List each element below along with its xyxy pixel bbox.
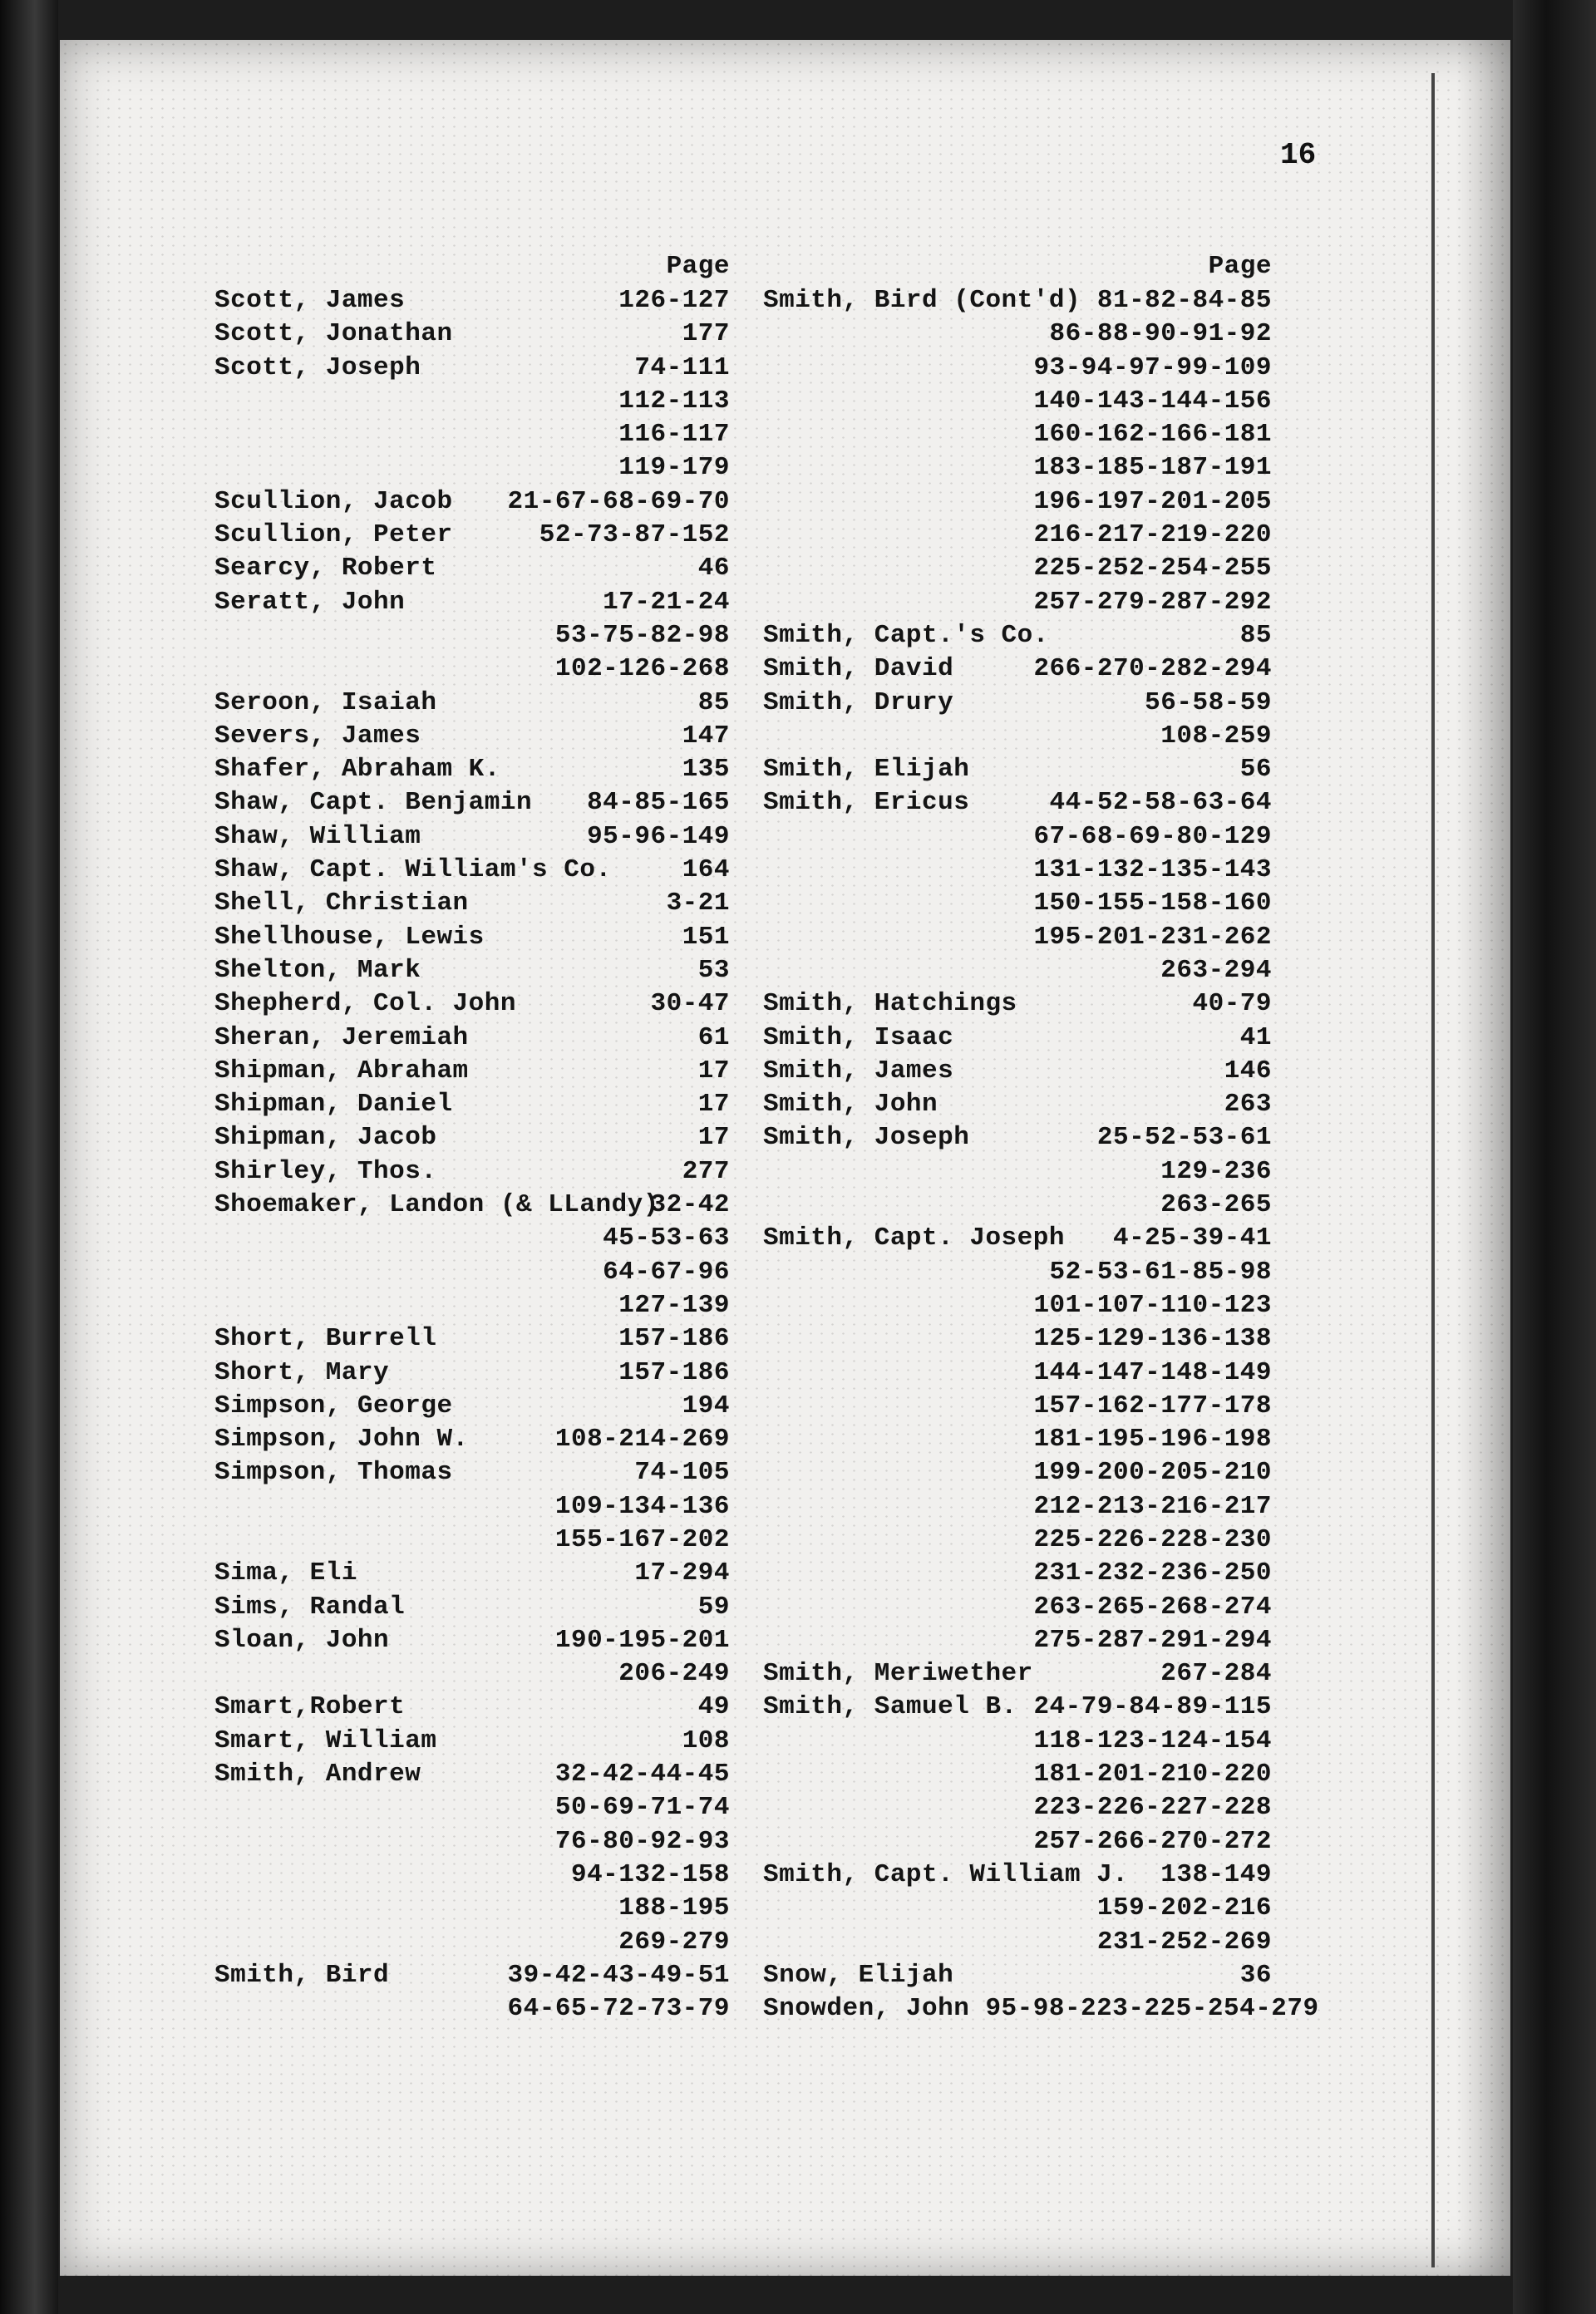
entry-name: Sima, Eli [214,1558,357,1588]
index-entries-right [763,284,1319,2026]
index-entry [763,284,1272,318]
index-entry [214,1456,730,1489]
index-entry [763,1725,1272,1758]
index-column-left [214,249,730,2026]
index-entry [763,1892,1272,1925]
entry-name: Smith, Joseph [763,1123,970,1153]
entry-pages: 32-42 [650,1190,730,1220]
index-entry [214,519,730,552]
entry-name: Smith, Elijah [763,755,970,785]
entry-pages: 277 [682,1156,730,1186]
entry-pages: 74-105 [634,1458,730,1488]
entry-pages: 183-185-187-191 [1033,453,1272,483]
entry-pages: 52-53-61-85-98 [1049,1257,1272,1287]
page-fold-shadow [1456,40,1510,2276]
entry-name: Searcy, Robert [214,554,437,583]
entry-name: Scullion, Jacob [214,486,453,516]
index-entry [214,1189,730,1222]
entry-pages: 267-284 [1160,1659,1272,1689]
entry-pages: 129-236 [1160,1156,1272,1186]
entry-pages: 159-202-216 [1096,1893,1272,1923]
index-entry [763,1356,1272,1390]
index-entry [763,318,1272,351]
index-entry [763,1390,1272,1423]
entry-pages: 212-213-216-217 [1033,1491,1272,1521]
index-entry [214,987,730,1021]
entry-pages: 118-123-124-154 [1033,1726,1272,1755]
entry-pages: 157-186 [618,1357,730,1387]
index-entry [763,1022,1272,1055]
entry-name: Smart,Robert [214,1692,406,1722]
entry-pages: 50-69-71-74 [554,1793,730,1823]
index-entry [214,1155,730,1189]
entry-pages: 257-279-287-292 [1033,587,1272,617]
entry-name: Shepherd, Col. John [214,989,516,1019]
index-entry [763,687,1272,720]
index-entry [214,1926,730,1959]
index-entry [214,1490,730,1524]
index-entry [214,284,730,318]
index-column-right [763,249,1319,2026]
entry-name: Shelton, Mark [214,955,421,985]
entry-name: Shafer, Abraham K. [214,755,500,785]
entry-pages: 95-96-149 [587,821,730,851]
index-entry [214,820,730,854]
entry-pages: 263-294 [1160,955,1272,985]
index-entry [763,619,1272,652]
entry-name: Shell, Christian [214,889,469,918]
entry-pages: 46 [697,554,730,583]
index-entry [763,552,1272,585]
entry-pages: 206-249 [618,1659,730,1689]
entry-pages: 24-79-84-89-115 [1033,1692,1272,1722]
entry-pages: 263-265-268-274 [1033,1592,1272,1622]
index-entry [214,1022,730,1055]
entry-name: Shipman, Abraham [214,1056,469,1086]
index-entry [214,385,730,418]
entry-pages: 76-80-92-93 [554,1826,730,1856]
entry-pages: 157-186 [618,1324,730,1354]
index-entry [763,385,1272,418]
entry-pages: 231-252-269 [1096,1927,1272,1957]
entry-pages: 93-94-97-99-109 [1033,352,1272,382]
index-entry [763,720,1272,753]
entry-pages: 109-134-136 [554,1491,730,1521]
index-entry [214,1289,730,1322]
scan-edge-left [0,0,58,2314]
index-entry [214,1591,730,1624]
entry-name: Smith, Capt. William J. [763,1859,1129,1889]
index-entry [763,1557,1272,1590]
entry-pages: 188-195 [618,1893,730,1923]
index-entry [763,1222,1272,1255]
entry-name: Short, Mary [214,1357,390,1387]
index-entry [763,1691,1272,1724]
entry-name: Smith, Bird [214,1960,390,1990]
entry-name: Severs, James [214,721,421,751]
index-entry [763,1490,1272,1524]
entry-pages: 155-167-202 [554,1524,730,1554]
index-entry [763,1322,1272,1356]
entry-pages: 150-155-158-160 [1033,889,1272,918]
index-entry [214,954,730,987]
index-entry [763,1524,1272,1557]
index-entry [763,1926,1272,1959]
index-entry [763,1055,1272,1088]
index-entry [763,652,1272,686]
entry-name: Shaw, William [214,821,421,851]
entry-pages: 56 [1239,755,1272,785]
entry-pages: 85 [697,687,730,717]
entry-pages: 67-68-69-80-129 [1033,821,1272,851]
entry-pages: 49 [697,1692,730,1722]
index-entry [763,753,1272,786]
entry-pages: 181-195-196-198 [1033,1425,1272,1455]
entry-name: Seratt, John [214,587,406,617]
entry-pages: 21-67-68-69-70 [507,486,730,516]
index-entry [214,1524,730,1557]
entry-name: Simpson, George [214,1391,453,1420]
page-edge-line [1431,73,1435,2267]
entry-pages: 119-179 [618,453,730,483]
index-entry [763,1289,1272,1322]
index-entry [763,1256,1272,1289]
entry-pages: 36 [1239,1960,1272,1990]
entry-pages: 116-117 [618,420,730,450]
entry-pages: 160-162-166-181 [1033,420,1272,450]
entry-pages: 266-270-282-294 [1033,654,1272,684]
entry-name: Shirley, Thos. [214,1156,437,1186]
entry-pages: 41 [1239,1022,1272,1052]
entry-name: Scott, Joseph [214,352,421,382]
entry-pages: 53-75-82-98 [554,620,730,650]
entry-name: Smith, James [763,1056,954,1086]
entry-pages: 147 [682,721,730,751]
index-entry [214,720,730,753]
entry-pages: 269-279 [618,1927,730,1957]
index-entry [214,318,730,351]
index-entry [214,1992,730,2026]
entry-pages: 177 [682,319,730,349]
entry-name: Snowden, John 95-98-223-225-254-279 [763,1994,1319,2024]
entry-pages: 144-147-148-149 [1033,1357,1272,1387]
index-entry [763,586,1272,619]
entry-name: Smith, Isaac [763,1022,954,1052]
index-entry [763,485,1272,519]
entry-pages: 40-79 [1192,989,1272,1019]
index-entry [214,485,730,519]
index-entry [214,1356,730,1390]
entry-name: Smith, David [763,654,954,684]
entry-name: Sloan, John [214,1625,390,1655]
index-entry [763,921,1272,954]
entry-name: Simpson, Thomas [214,1458,453,1488]
entry-pages: 125-129-136-138 [1033,1324,1272,1354]
entry-pages: 94-132-158 [570,1859,730,1889]
index-entry [763,1591,1272,1624]
entry-pages: 17-294 [634,1558,730,1588]
index-entry [763,418,1272,451]
page-column-header-left: Page [666,252,730,281]
entry-pages: 181-201-210-220 [1033,1760,1272,1790]
entry-pages: 131-132-135-143 [1033,855,1272,885]
index-entry [763,519,1272,552]
index-entry [763,1758,1272,1791]
index-entry [763,451,1272,485]
index-entry [214,921,730,954]
entry-pages: 17 [697,1056,730,1086]
entry-pages: 196-197-201-205 [1033,486,1272,516]
entry-pages: 151 [682,922,730,952]
entry-pages: 101-107-110-123 [1033,1290,1272,1320]
entry-pages: 102-126-268 [554,654,730,684]
entry-pages: 56-58-59 [1145,687,1272,717]
entry-pages: 17 [697,1090,730,1120]
entry-name: Smart, William [214,1726,437,1755]
entry-pages: 61 [697,1022,730,1052]
index-entry [763,1423,1272,1456]
index-entry [763,1992,1319,2026]
entry-pages: 53 [697,955,730,985]
index-entry [763,1088,1272,1121]
entry-name: Smith, Capt. Joseph [763,1223,1065,1253]
entry-pages: 4-25-39-41 [1112,1223,1272,1253]
index-entry [214,586,730,619]
entry-pages: 112-113 [618,386,730,416]
entry-name: Shaw, Capt. Benjamin [214,788,533,818]
entry-pages: 45-53-63 [603,1223,730,1253]
entry-name: Shellhouse, Lewis [214,922,485,952]
entry-pages: 225-226-228-230 [1033,1524,1272,1554]
entry-pages: 44-52-58-63-64 [1049,788,1272,818]
index-entry [214,418,730,451]
index-entry [214,1791,730,1824]
entry-pages: 84-85-165 [587,788,730,818]
entry-name: Short, Burrell [214,1324,437,1354]
entry-name: Shipman, Jacob [214,1123,437,1153]
entry-name: Smith, Bird (Cont'd) [763,286,1081,315]
entry-pages: 17-21-24 [603,587,730,617]
index-entry [763,1121,1272,1155]
index-entry [214,786,730,820]
entry-pages: 64-67-96 [603,1257,730,1287]
index-entry [214,1859,730,1892]
index-entry [214,1055,730,1088]
index-entry [214,687,730,720]
index-entry [763,954,1272,987]
entry-pages: 140-143-144-156 [1033,386,1272,416]
entry-name: Sheran, Jeremiah [214,1022,469,1052]
index-entry [763,1859,1272,1892]
entry-pages: 164 [682,855,730,885]
entry-name: Smith, Ericus [763,788,970,818]
entry-pages: 263 [1224,1090,1272,1120]
index-entry [214,652,730,686]
index-entry [214,451,730,485]
entry-name: Seroon, Isaiah [214,687,437,717]
entry-name: Simpson, John W. [214,1425,469,1455]
entry-name: Smith, Drury [763,687,954,717]
entry-name: Scott, Jonathan [214,319,453,349]
entry-name: Shaw, Capt. William's Co. [214,855,612,885]
entry-name: Sims, Randal [214,1592,406,1622]
entry-pages: 195-201-231-262 [1033,922,1272,952]
index-entry [763,1456,1272,1489]
entry-pages: 138-149 [1160,1859,1272,1889]
entry-pages: 39-42-43-49-51 [507,1960,730,1990]
index-entry [214,1256,730,1289]
entry-pages: 157-162-177-178 [1033,1391,1272,1420]
entry-pages: 25-52-53-61 [1096,1123,1272,1153]
entry-pages: 135 [682,755,730,785]
index-entry [214,1322,730,1356]
entry-pages: 64-65-72-73-79 [507,1994,730,2024]
index-entry [214,1624,730,1657]
entry-pages: 231-232-236-250 [1033,1558,1272,1588]
entry-pages: 52-73-87-152 [539,520,730,550]
entry-name: Smith, Andrew [214,1760,421,1790]
entry-name: Snow, Elijah [763,1960,954,1990]
index-entry [214,1825,730,1859]
entry-name: Smith, Samuel B. [763,1692,1017,1722]
entry-pages: 225-252-254-255 [1033,554,1272,583]
entry-name: Scullion, Peter [214,520,453,550]
index-entry [214,1959,730,1992]
index-entry [214,1725,730,1758]
entry-pages: 3-21 [666,889,730,918]
entry-pages: 263-265 [1160,1190,1272,1220]
entry-pages: 199-200-205-210 [1033,1458,1272,1488]
entry-pages: 85 [1239,620,1272,650]
index-entry [214,1121,730,1155]
index-entry [214,1758,730,1791]
index-entry [214,1423,730,1456]
entry-pages: 223-226-227-228 [1033,1793,1272,1823]
entry-pages: 108-259 [1160,721,1272,751]
index-entry [214,1557,730,1590]
index-entry [763,1825,1272,1859]
index-entry [763,1189,1272,1222]
entry-name: Smith, John [763,1090,938,1120]
index-entry [763,820,1272,854]
entry-name: Shipman, Daniel [214,1090,453,1120]
entry-name: Smith, Hatchings [763,989,1017,1019]
index-entry [214,887,730,920]
index-entry [214,1088,730,1121]
entry-pages: 190-195-201 [554,1625,730,1655]
index-entry [763,1657,1272,1691]
entry-name: Shoemaker, Landon (& LLandy) [214,1190,659,1220]
index-entry [214,1222,730,1255]
entry-pages: 194 [682,1391,730,1420]
entry-pages: 257-266-270-272 [1033,1826,1272,1856]
index-entry [214,1657,730,1691]
entry-name: Smith, Capt.'s Co. [763,620,1049,650]
entry-pages: 126-127 [618,286,730,315]
entry-pages: 81-82-84-85 [1096,286,1272,315]
entry-name: Scott, James [214,286,406,315]
entry-pages: 17 [697,1123,730,1153]
index-entry [763,887,1272,920]
index-entry [214,619,730,652]
index-entry [214,552,730,585]
entry-pages: 275-287-291-294 [1033,1625,1272,1655]
index-entry [214,753,730,786]
entry-pages: 108 [682,1726,730,1755]
entry-pages: 127-139 [618,1290,730,1320]
index-entry [763,1155,1272,1189]
entry-pages: 108-214-269 [554,1425,730,1455]
index-entry [763,854,1272,887]
entry-pages: 86-88-90-91-92 [1049,319,1272,349]
index-entries-left [214,284,730,2026]
entry-pages: 59 [697,1592,730,1622]
entry-pages: 32-42-44-45 [554,1760,730,1790]
page-number: 16 [1280,138,1317,172]
index-entry [214,352,730,385]
entry-name: Smith, Meriwether [763,1659,1033,1689]
index-entry [214,1691,730,1724]
index-entry [214,1892,730,1925]
index-entry [763,1791,1272,1824]
index-entry [214,1390,730,1423]
scan-edge-right [1513,0,1596,2314]
entry-pages: 216-217-219-220 [1033,520,1272,550]
index-entry [763,987,1272,1021]
page-column-header-right: Page [1208,252,1272,281]
index-entry [214,854,730,887]
entry-pages: 30-47 [650,989,730,1019]
entry-pages: 146 [1224,1056,1272,1086]
index-entry [763,1959,1272,1992]
index-entry [763,786,1272,820]
entry-pages: 74-111 [634,352,730,382]
index-entry [763,352,1272,385]
index-entry [763,1624,1272,1657]
